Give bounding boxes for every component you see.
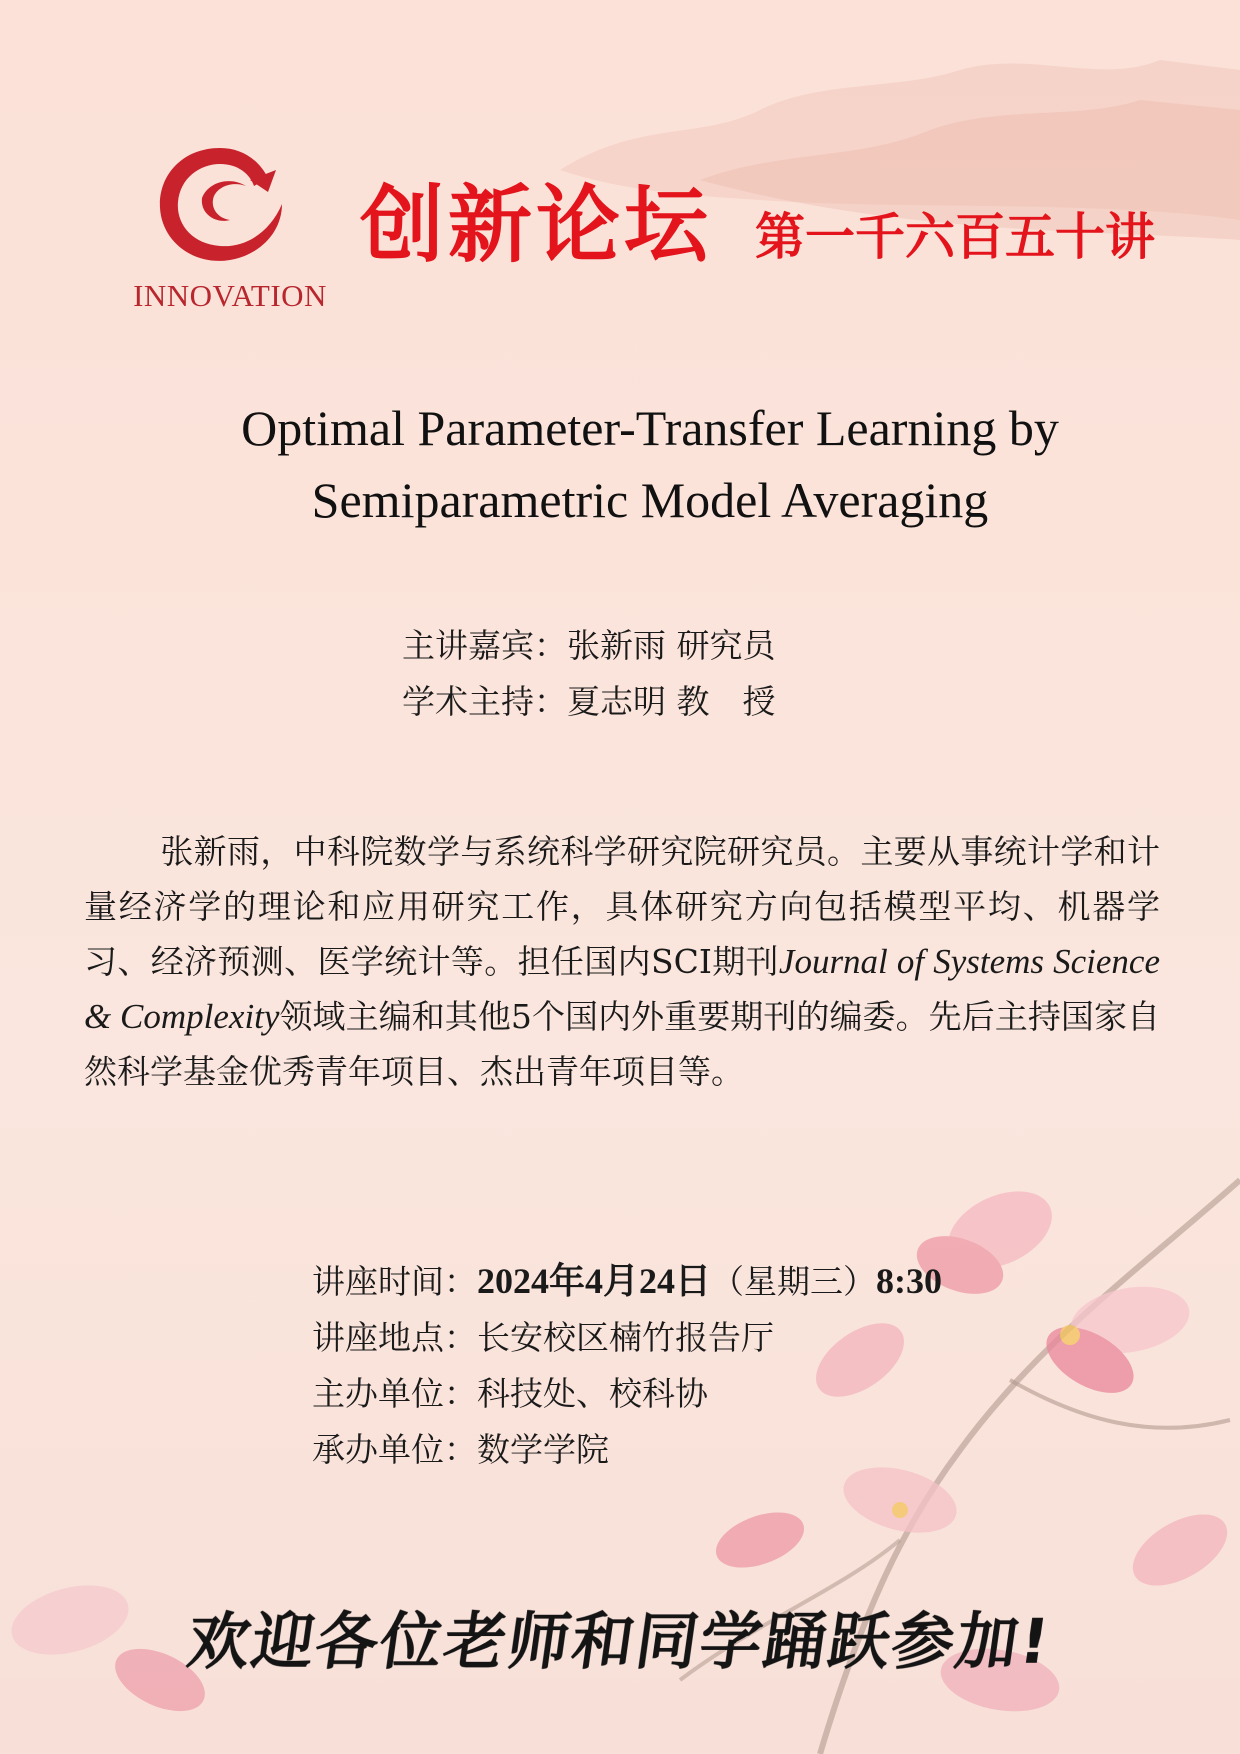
undertaker-row <box>312 1422 942 1478</box>
bio-journal: Journal of Systems Science & Complexity <box>84 942 1160 1036</box>
time-label: 讲座时间： <box>312 1262 477 1301</box>
lecture-number: 第一千六百五十讲 <box>755 208 1155 266</box>
event-info <box>312 1253 942 1478</box>
undertaker-label: 承办单位： <box>312 1430 477 1469</box>
speaker-value: 张新雨 研究员 <box>567 626 776 665</box>
organizer-value: 科技处、校科协 <box>477 1374 708 1413</box>
talk-title <box>100 392 1200 536</box>
talk-title-line2: Semiparametric Model Averaging <box>311 472 989 528</box>
speaker-bio <box>84 824 1160 1099</box>
place-row <box>312 1310 942 1366</box>
speaker-row <box>402 618 776 674</box>
undertaker-value: 数学学院 <box>477 1430 609 1469</box>
bio-part1: 张新雨，中科院数学与系统科学研究院研究员。主要从事统计学和计量经济学的理论和应用研究工作，具体研究方向包括模型平均、机器学习、经济预测、医学统计等。担任国内SCI期刊 <box>84 832 1160 981</box>
host-label: 学术主持： <box>402 682 567 721</box>
forum-title: 创新论坛 <box>360 176 713 274</box>
organizer-row <box>312 1366 942 1422</box>
time-weekday: （星期三） <box>711 1262 877 1301</box>
host-value: 夏志明 教 授 <box>567 682 776 721</box>
place-value: 长安校区楠竹报告厅 <box>477 1318 774 1357</box>
swirl-logo-icon <box>150 140 290 270</box>
organizer-label: 主办单位： <box>312 1374 477 1413</box>
time-date: 2024年4月24日 <box>477 1261 712 1301</box>
host-row <box>402 674 776 730</box>
time-row <box>312 1253 942 1310</box>
bio-part2: 领域主编和其他5个国内外重要期刊的编委。先后主持国家自然科学基金优秀青年项目、杰出青年项目等。 <box>84 997 1161 1091</box>
welcome-slogan: 欢迎各位老师和同学踊跃参加! <box>183 1605 1056 1678</box>
logo-text: INNOVATION <box>133 278 327 313</box>
innovation-logo <box>120 140 340 320</box>
people-block <box>402 618 776 730</box>
time-clock: 8:30 <box>876 1261 943 1301</box>
talk-title-line1: Optimal Parameter-Transfer Learning by <box>241 400 1059 456</box>
speaker-label: 主讲嘉宾： <box>402 626 567 665</box>
place-label: 讲座地点： <box>312 1318 477 1357</box>
